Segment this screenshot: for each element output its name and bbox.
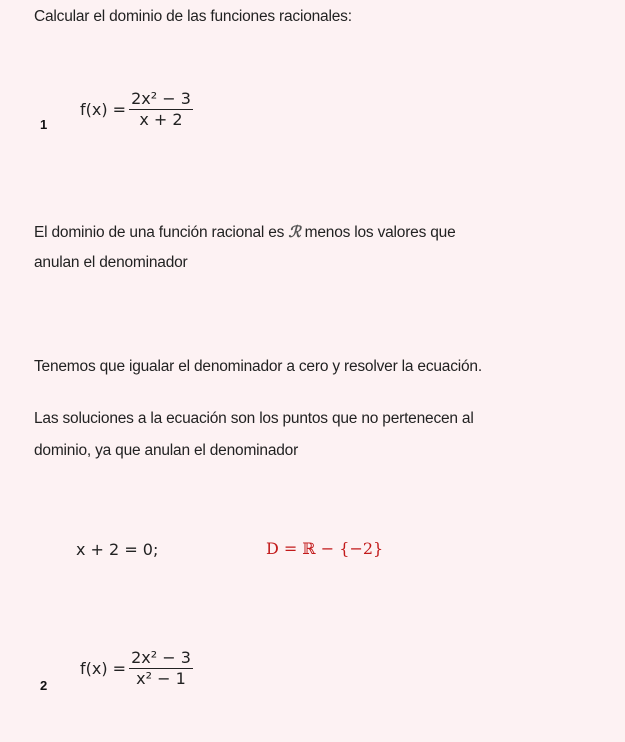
fraction [129, 649, 193, 688]
function-formula-2 [80, 649, 193, 688]
text-segment: menos los valores que [304, 224, 456, 241]
text-segment: El dominio de una función racional es [34, 224, 285, 241]
function-formula-1 [80, 90, 193, 129]
fraction-numerator: 2x² − 3 [131, 648, 191, 667]
explanation-domain-line2: anulan el denominador [34, 254, 188, 271]
problem-number-2: 2 [40, 678, 48, 693]
function-lhs: f(x) = [80, 100, 127, 119]
explanation-solutions-line2: dominio, ya que anulan el denominador [34, 442, 299, 459]
denominator-equation: x + 2 = 0; [76, 540, 159, 559]
explanation-equate-zero: Tenemos que igualar el denominador a cero y resolver la ecuación. [34, 358, 482, 375]
explanation-solutions-line1: Las soluciones a la ecuación son los puntos que no pertenecen al [34, 410, 474, 427]
fraction-denominator: x² − 1 [136, 669, 186, 688]
real-numbers-symbol: ℛ [288, 222, 301, 241]
function-lhs: f(x) = [80, 659, 127, 678]
explanation-domain-line1 [34, 222, 456, 242]
fraction-denominator: x + 2 [139, 110, 183, 129]
fraction-numerator: 2x² − 3 [131, 89, 191, 108]
problem-number-1: 1 [40, 117, 48, 132]
page-heading: Calcular el dominio de las funciones racionales: [34, 8, 352, 25]
domain-result: D = ℝ − {−2} [266, 539, 384, 558]
fraction [129, 90, 193, 129]
